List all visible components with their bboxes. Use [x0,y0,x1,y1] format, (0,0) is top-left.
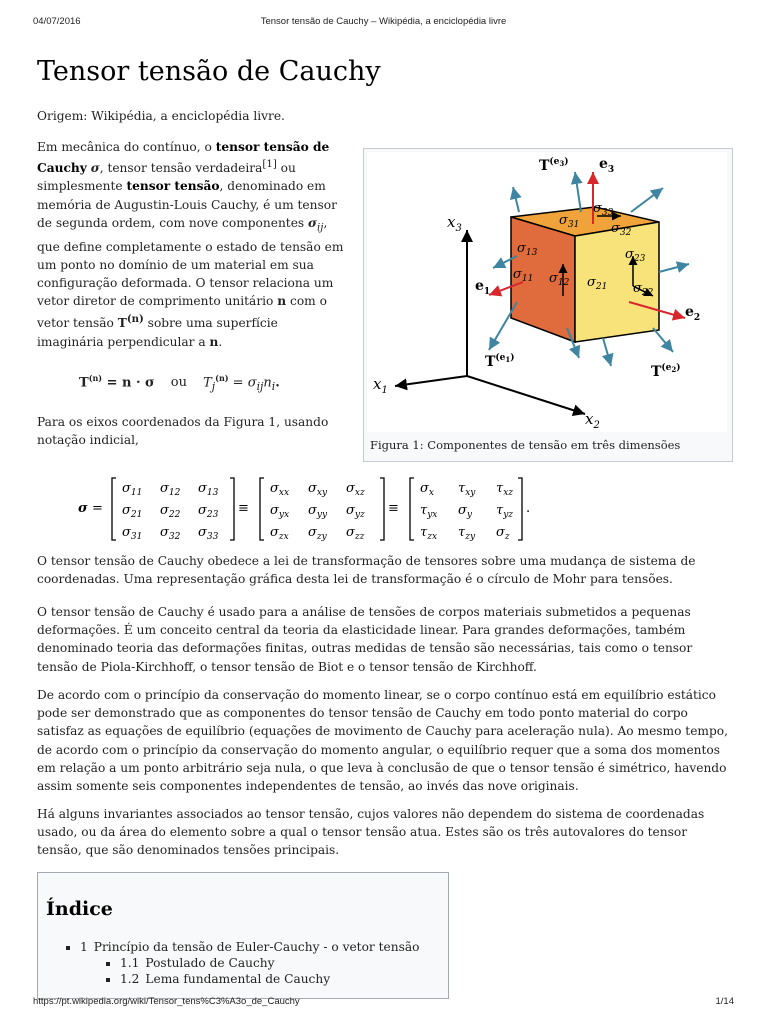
axes-paragraph: Para os eixos coordenados da Figura 1, usando notação indicial, [37,415,329,448]
matrix-cell: $\sigma_{21}$ [122,503,143,520]
matrix-cell: $\sigma_{33}$ [198,525,219,542]
page-title: Tensor tensão de Cauchy [37,56,381,87]
traction-arrow [603,338,611,366]
paragraph-2: O tensor tensão de Cauchy é usado para a análise de tensões de corpos materiais submetidos a pequenas deformações. É um conceito central da teoria da elasticidade linear. Para grandes deformações, também denominado teoria das deformações finitas, outras medidas de tensão são necessárias, tais como o tensor tensão de Piola-Kirchhoff, o tensor tensão de Biot e o tensor tensão de Kirchhoff. [37,605,693,674]
svg-text:=: = [92,501,103,516]
toc-item[interactable]: 1 Princípio da tensão de Euler-Cauchy - o vetor tensão [66,939,419,955]
svg-text:σ13: $\sigma_{13}$ [517,241,538,258]
footer-page: 1/14 [715,996,734,1007]
stress-matrix-equation [78,474,548,544]
traction-arrow [489,302,517,350]
paragraph-4: Há alguns invariantes associados ao tensor tensão, cujos valores não dependem do sistema de coordenadas usado, ou da área do elemento sobre a qual o tensor tensão atua. Estes são os três autovalores do tensor tensão, que são denominados tensões principais. [37,807,705,858]
label-x1: $x_1$ [373,375,388,396]
svg-text:σ21: $\sigma_{21}$ [587,275,608,292]
matrix-cell: $\sigma_{12}$ [160,481,181,498]
figure-1 [363,148,733,462]
label-x2: $x_2$ [585,410,600,431]
svg-text:.: . [526,501,531,516]
label-T-e2: $T^{(e}2$) [651,363,681,380]
matrix-cell: $\sigma_{32}$ [160,525,181,542]
svg-text:σ31: $\sigma_{31}$ [559,213,580,230]
svg-text:≡: ≡ [388,501,399,516]
matrix-cell: $\sigma_{zx}$ [270,525,289,542]
matrix-cell: $\sigma_{31}$ [122,525,143,542]
matrix-cell: $\tau_{zy}$ [458,525,476,542]
matrix-cell: $\tau_{yx}$ [420,503,438,520]
matrix-cell: $\tau_{yz}$ [496,503,514,520]
paragraph-1: O tensor tensão de Cauchy obedece a lei de transformação de tensores sobre uma mudança de sistema de coordenadas. Uma representação gráfica desta lei de transformação é o círculo de Mohr para tensões. [37,554,696,587]
matrix-cell: $\sigma_{13}$ [198,481,219,498]
footer-url: https://pt.wikipedia.org/wiki/Tensor_tens%C3%A3o_de_Cauchy [33,996,300,1007]
traction-arrow [653,328,673,352]
matrix-cell: $\sigma_{yx}$ [270,503,290,520]
ref-link[interactable]: [1] [262,159,277,171]
label-T-e1: $T^{(e}1$) [485,353,515,370]
matrix-cell: $\sigma_{23}$ [198,503,219,520]
matrix-cell: $\sigma_{yz}$ [346,503,365,520]
label-e2: $e_2$ [685,304,701,323]
label-x3: $x_3$ [447,213,462,234]
label-e3: $e_3$ [599,156,615,175]
svg-text:σ23: $\sigma_{23}$ [625,247,646,264]
toc-title: Índice [46,898,113,920]
svg-text:≡: ≡ [238,501,249,516]
matrix-cell: $\sigma_{11}$ [122,481,143,498]
matrix-cell: $\sigma_z$ [496,525,510,542]
print-date: 04/07/2016 [33,16,81,27]
toc-list [66,939,419,987]
matrix-cell: $\tau_{xz}$ [496,481,514,498]
matrix-cell: $\sigma_{yy}$ [308,503,328,520]
matrix-cell: $\tau_{zx}$ [420,525,438,542]
svg-text:σ32: $\sigma_{32}$ [611,221,632,238]
matrix-cell: $\sigma_{zy}$ [308,525,327,542]
origin-line [37,107,285,125]
axis-x2 [467,376,585,414]
print-title: Tensor tensão de Cauchy – Wikipédia, a enciclopédia livre [260,16,507,27]
matrix-cell: $\sigma_y$ [458,503,472,520]
toc-item[interactable]: 1.1 Postulado de Cauchy [66,955,419,971]
svg-text:σ12: $\sigma_{12}$ [549,271,570,288]
matrix-cell: $\sigma_{xx}$ [270,481,290,498]
label-e1: $e_1$ [475,278,491,297]
figure-image[interactable] [367,152,727,432]
vector-equation: $T^{(n)} = n \cdot \sigma$ ou $T_j^{(n)} = \sigma_{ij}n_i$. [79,373,280,393]
matrix-lhs: σ [78,501,88,516]
paragraph-3: De acordo com o princípio da conservação do momento linear, se o corpo contínuo está em equilíbrio estático pode ser demonstrado que as componentes do tensor tensão de Cauchy em todo ponto material do corpo satisfaz as equações de equilíbrio (equações de movimento de Cauchy para aceleração nula). Ao mesmo tempo, de acordo com o princípio da conservação do momento angular, o equilíbrio requer que a soma dos momentos em relação a um ponto arbitrário seja nula, o que leva à conclusão de que o tensor tensão é simétrico, havendo assim somente seis componentes independentes de tensão, ao invés das nove originais. [37,688,728,794]
traction-arrow [575,172,581,212]
matrix-cell: $\sigma_{zz}$ [346,525,365,542]
matrix-cell: $\sigma_{xz}$ [346,481,365,498]
origin-link[interactable]: Origem: Wikipédia, a enciclopédia livre. [37,109,285,123]
toc-item[interactable]: 1.2 Lema fundamental de Cauchy [66,971,419,987]
figure-caption: Figura 1: Componentes de tensão em três dimensões [370,438,681,452]
svg-text:σ11: $\sigma_{11}$ [513,267,534,284]
matrix-cell: $\sigma_x$ [420,481,434,498]
svg-text:σ22: $\sigma_{22}$ [633,281,654,298]
matrix-cell: $\sigma_{xy}$ [308,481,328,498]
matrix-cell: $\tau_{xy}$ [458,481,476,498]
axis-x1 [395,376,467,386]
label-T-e3: $T^{(e}3$) [539,157,569,174]
table-of-contents [37,872,449,999]
traction-arrow [659,264,689,272]
intro-paragraph: Em mecânica do contínuo, o tensor tensão de Cauchy σ, tensor tensão verdadeira[1] ou simplesmente tensor tensão, denominado em memória de Augustin-Louis Cauchy, é um tensor de segunda ordem, com nove componentes $\sigma_{ij}$, que define completamente o estado de tensão em um ponto no domínio de um material em sua configuração deformada. O tensor relaciona um vetor diretor de comprimento unitário n com o vetor tensão $T^{(n)}$ sobre uma superfície imaginária perpendicular a n. [37,140,344,349]
matrix-cell: $\sigma_{22}$ [160,503,181,520]
svg-text:σ33: $\sigma_{33}$ [593,201,614,218]
traction-arrow [631,188,663,212]
traction-arrow [513,187,519,212]
